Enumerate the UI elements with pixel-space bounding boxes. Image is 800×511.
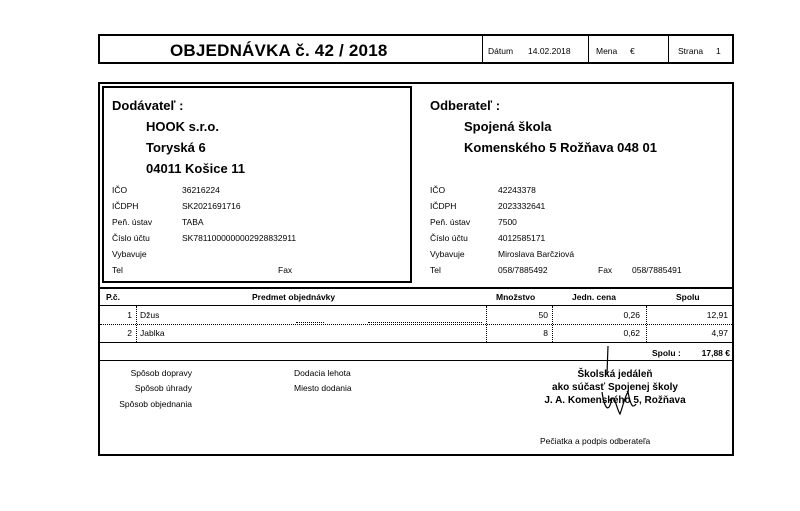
header-box [98, 34, 734, 64]
customer-heading: Odberateľ : [430, 98, 501, 113]
customer-name: Spojená škola [464, 119, 552, 134]
supplier-ico-label: IČO [112, 185, 128, 195]
table-row-1-num: 1 [127, 310, 132, 320]
customer-section [416, 86, 732, 283]
table-row-2-unit-price: 0,62 [623, 328, 640, 338]
supplier-box [102, 86, 412, 283]
customer-ico-label: IČO [430, 185, 446, 195]
table-row-1-unit-price: 0,26 [623, 310, 640, 320]
sum-label: Spolu : [652, 348, 681, 358]
header-divider-3 [668, 36, 669, 62]
signature-caption: Pečiatka a podpis odberateľa [540, 436, 651, 446]
supplier-name: HOOK s.r.o. [146, 119, 219, 134]
footer-delivery-term-label: Dodacia lehota [294, 368, 351, 378]
table-row-2-total: 4,97 [711, 328, 728, 338]
date-value: 14.02.2018 [528, 46, 571, 56]
supplier-ico-value: 36216224 [182, 185, 220, 195]
table-bottom-rule [100, 342, 732, 343]
table-row-2-qty: 8 [543, 328, 548, 338]
supplier-street: Toryská 6 [146, 140, 206, 155]
table-row-1-dots-2 [368, 322, 482, 323]
customer-account-label: Číslo účtu [430, 233, 468, 243]
page-value: 1 [716, 46, 721, 56]
supplier-icdph-value: SK2021691716 [182, 201, 241, 211]
table-row-1-qty: 50 [538, 310, 548, 320]
table-row-1-item: Džus [140, 310, 160, 320]
table-row-2-item: Jablka [140, 328, 165, 338]
customer-bank-value: 7500 [498, 217, 517, 227]
date-label: Dátum [488, 46, 514, 56]
page-label: Strana [678, 46, 704, 56]
stamp-line-1: Školská jedáleň [577, 369, 653, 380]
supplier-icdph-label: IČDPH [112, 201, 139, 211]
col-header-subject: Predmet objednávky [252, 292, 336, 302]
supplier-account-value: SK7811000000002928832911 [182, 233, 297, 243]
customer-address: Komenského 5 Rožňava 048 01 [464, 140, 657, 155]
table-header-rule [100, 305, 732, 306]
handwritten-signature [596, 344, 646, 422]
footer-delivery-place-label: Miesto dodania [294, 383, 352, 393]
order-title: OBJEDNÁVKA č. 42 / 2018 [170, 41, 388, 60]
customer-ico-value: 42243378 [498, 185, 536, 195]
col-header-qty: Množstvo [496, 292, 536, 302]
currency-value: € [630, 46, 635, 56]
supplier-account-label: Číslo účtu [112, 233, 150, 243]
col-header-total: Spolu [676, 292, 700, 302]
customer-tel-label: Tel [430, 265, 441, 275]
customer-contact-label: Vybavuje [430, 249, 465, 259]
col-header-unit-price: Jedn. cena [572, 292, 616, 302]
table-row-1-total: 12,91 [706, 310, 728, 320]
supplier-fax-label: Fax [278, 265, 293, 275]
supplier-bank-label: Peň. ústav [112, 217, 153, 227]
customer-icdph-value: 2023332641 [498, 201, 546, 211]
footer-payment-label: Spôsob úhrady [134, 383, 192, 393]
sum-value: 17,88 € [701, 348, 730, 358]
customer-fax-value: 058/7885491 [632, 265, 682, 275]
header-divider-2 [588, 36, 589, 62]
stamp-line-2: ako súčasť Spojenej školy [552, 382, 678, 393]
supplier-heading: Dodávateľ : [112, 98, 184, 113]
table-row-1-dots [296, 322, 324, 323]
col-header-num: P.č. [106, 292, 121, 302]
customer-contact-value: Miroslava Barčziová [498, 249, 575, 259]
footer-ordering-label: Spôsob objednania [119, 399, 192, 409]
supplier-contact-label: Vybavuje [112, 249, 147, 259]
supplier-city: 04011 Košice 11 [146, 161, 246, 176]
table-top-rule [100, 287, 732, 289]
supplier-bank-value: TABA [182, 217, 204, 227]
table-row-1-rule [100, 324, 732, 325]
customer-tel-value: 058/7885492 [498, 265, 548, 275]
supplier-tel-label: Tel [112, 265, 123, 275]
customer-bank-label: Peň. ústav [430, 217, 471, 227]
header-divider-1 [482, 36, 483, 62]
customer-icdph-label: IČDPH [430, 201, 457, 211]
customer-account-value: 4012585171 [498, 233, 546, 243]
currency-label: Mena [596, 46, 618, 56]
footer-transport-label: Spôsob dopravy [130, 368, 192, 378]
customer-fax-label: Fax [598, 265, 613, 275]
table-row-2-num: 2 [127, 328, 132, 338]
stamp-line-3: J. A. Komenského 5, Rožňava [544, 395, 686, 406]
